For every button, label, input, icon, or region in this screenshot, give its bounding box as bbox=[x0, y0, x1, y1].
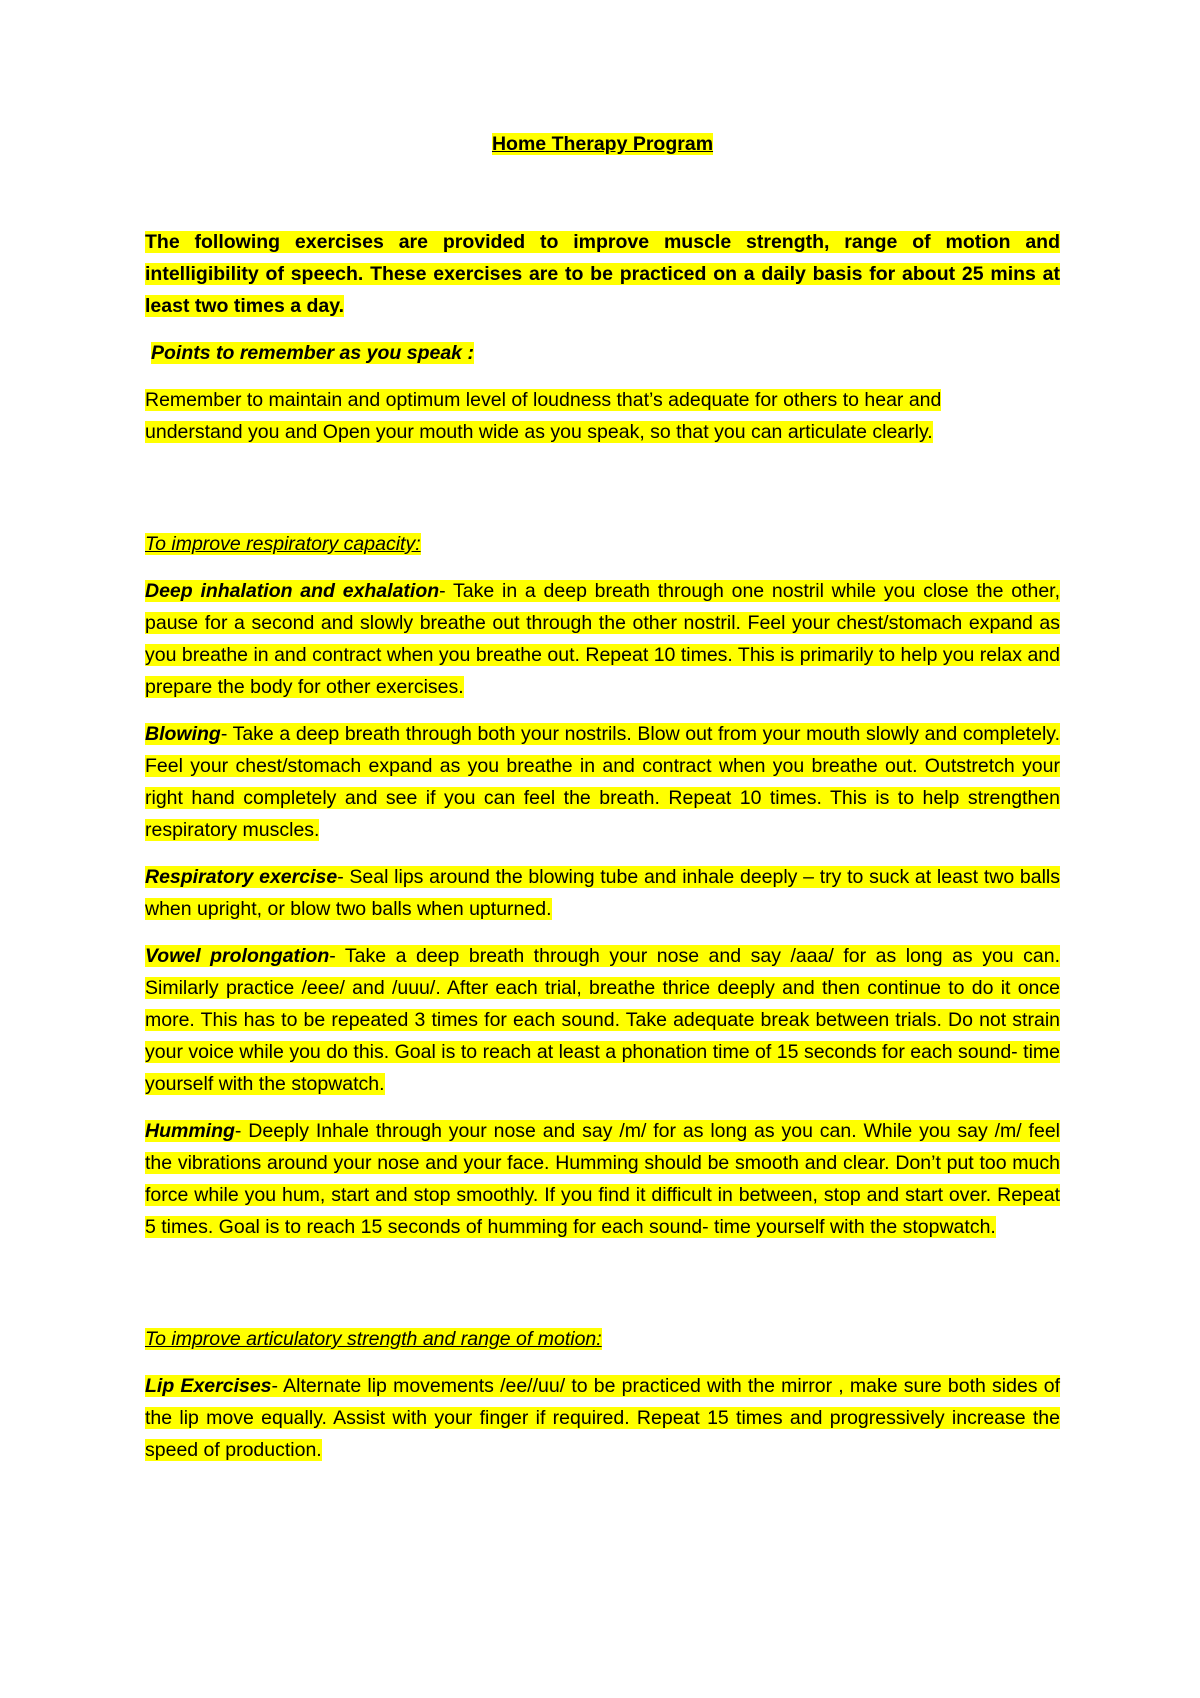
exercise-lip bbox=[145, 1370, 1060, 1466]
points-paragraph: Remember to maintain and optimum level of loudness that’s adequate for others to hear and understand you and Open your mouth wide as you speak, so that you can articulate clearly. bbox=[145, 389, 942, 443]
document-body bbox=[145, 128, 1060, 1481]
exercise-term: Humming bbox=[145, 1120, 235, 1142]
exercise-description: - Take in a deep breath through one nostril while you close the other, pause for a second and slowly breathe out through the other nostril. Feel your chest/stomach expand as you breathe in and contract when you breathe out. Repeat 10 times. This is primarily to help you relax and prepare the body for other exercises. bbox=[145, 580, 1060, 698]
exercise-deep-inhalation bbox=[145, 575, 1060, 703]
document-title: Home Therapy Program bbox=[491, 133, 714, 155]
exercise-term: Lip Exercises bbox=[145, 1375, 272, 1397]
exercise-term: Vowel prolongation bbox=[145, 945, 330, 967]
exercise-humming bbox=[145, 1115, 1060, 1243]
exercise-term: Respiratory exercise bbox=[145, 866, 338, 888]
exercise-blowing bbox=[145, 718, 1060, 846]
section-respiratory-heading: To improve respiratory capacity: bbox=[145, 533, 421, 555]
intro-paragraph: The following exercises are provided to improve muscle strength, range of motion and intelligibility of speech. These exercises are to be practiced on a daily basis for about 25 mins at least two times a day. bbox=[145, 231, 1060, 317]
points-heading: Points to remember as you speak : bbox=[151, 342, 474, 364]
exercise-description: - Take a deep breath through your nose and say /aaa/ for as long as you can. Similarly practice /eee/ and /uuu/. After each trial, breathe thrice deeply and then continue to do it once more. This has to be repeated 3 times for each sound. Take adequate break between trials. Do not strain your voice while you do this. Goal is to reach at least a phonation time of 15 seconds for each sound- time yourself with the stopwatch. bbox=[145, 945, 1060, 1095]
exercise-vowel-prolongation bbox=[145, 940, 1060, 1100]
exercise-term: Deep inhalation and exhalation bbox=[145, 580, 440, 602]
exercise-description: - Take a deep breath through both your nostrils. Blow out from your mouth slowly and completely. Feel your chest/stomach expand as you breathe in and contract when you breathe out. Outstretch your right hand completely and see if you can feel the breath. Repeat 10 times. This is to help strengthen respiratory muscles. bbox=[145, 723, 1060, 841]
exercise-respiratory bbox=[145, 861, 1060, 925]
exercise-description: - Seal lips around the blowing tube and inhale deeply – try to suck at least two balls when upright, or blow two balls when upturned. bbox=[145, 866, 1060, 920]
exercise-description: - Deeply Inhale through your nose and say /m/ for as long as you can. While you say /m/ feel the vibrations around your nose and your face. Humming should be smooth and clear. Don’t put too much force while you hum, start and stop smoothly. If you find it difficult in between, stop and start over. Repeat 5 times. Goal is to reach 15 seconds of humming for each sound- time yourself with the stopwatch. bbox=[145, 1120, 1060, 1238]
exercise-description: - Alternate lip movements /ee//uu/ to be practiced with the mirror , make sure both sides of the lip move equally. Assist with your finger if required. Repeat 15 times and progressively increase the speed of production. bbox=[145, 1375, 1061, 1461]
section-articulatory-heading: To improve articulatory strength and range of motion: bbox=[145, 1328, 602, 1350]
exercise-term: Blowing bbox=[145, 723, 221, 745]
